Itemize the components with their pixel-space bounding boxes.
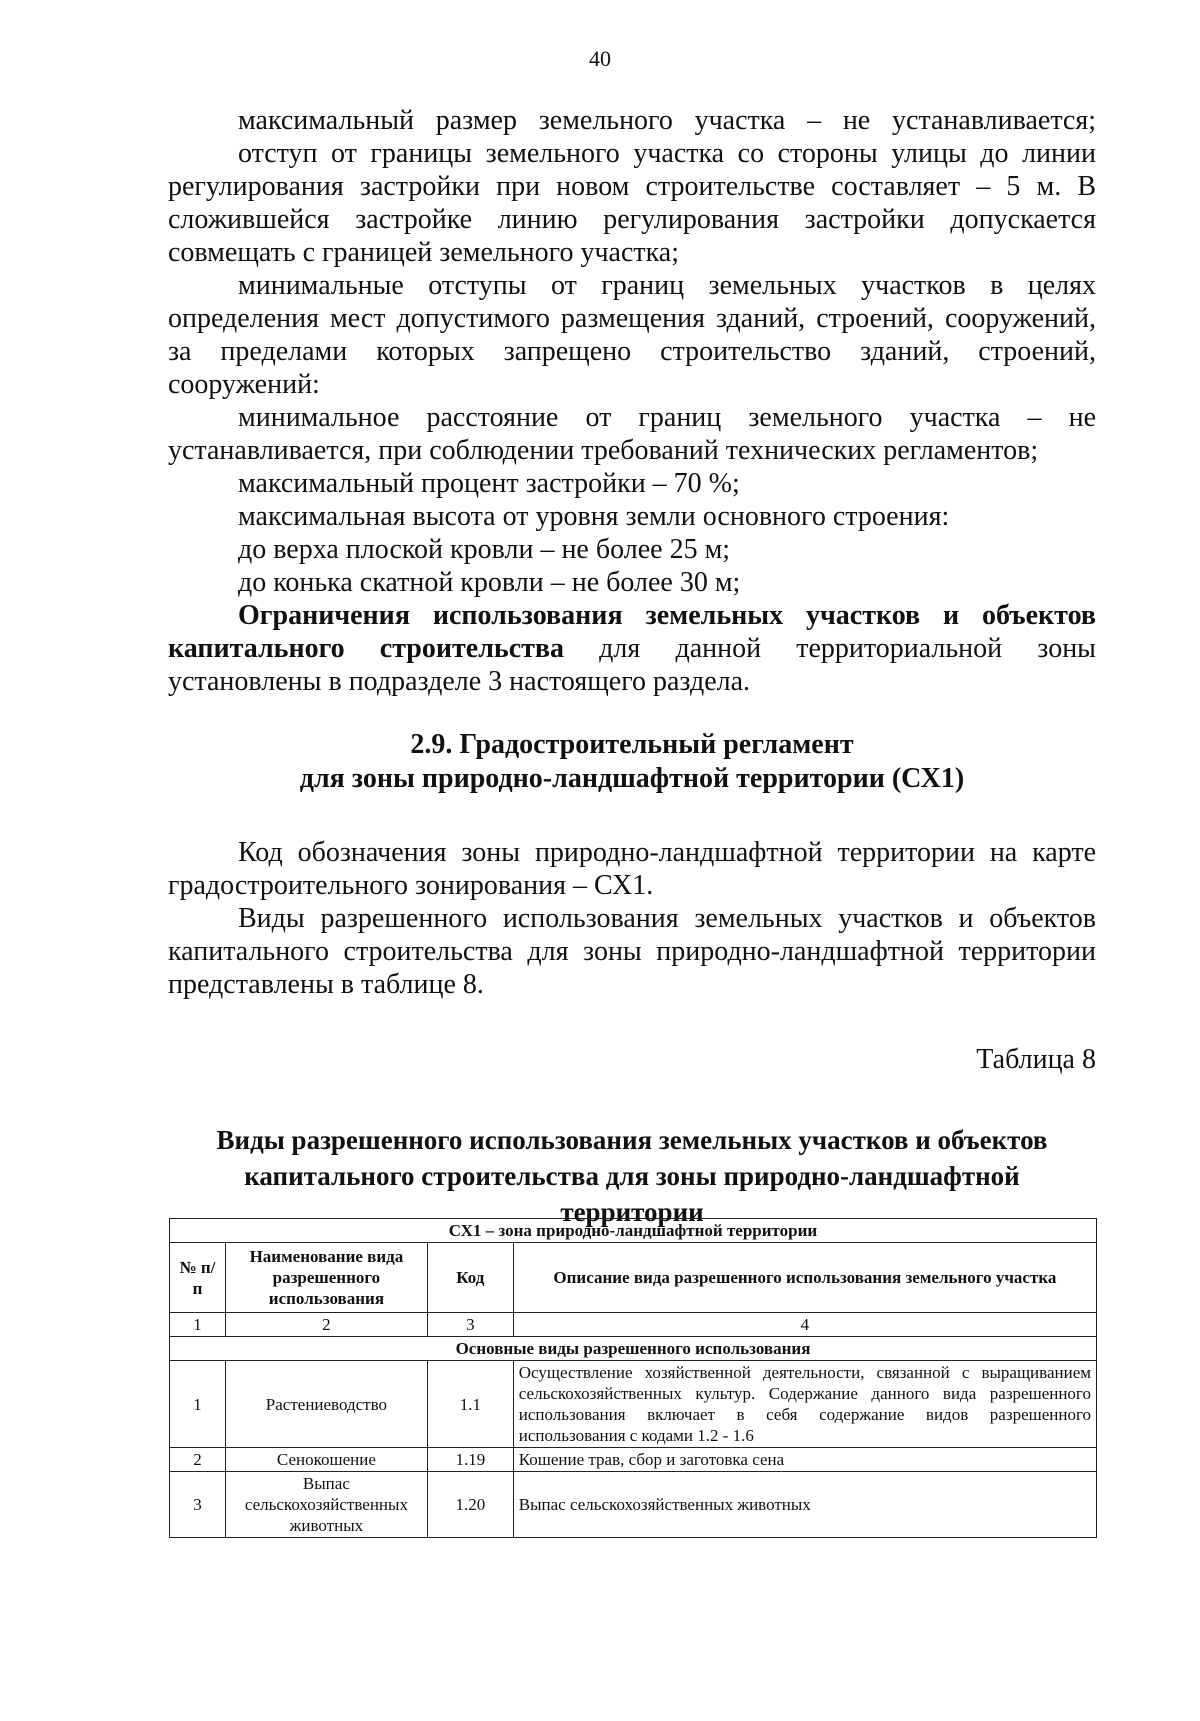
- header-desc: Описание вида разрешенного использования земельного участка: [513, 1243, 1096, 1313]
- row-num: 1: [170, 1361, 226, 1448]
- group-header-cell: Основные виды разрешенного использования: [170, 1337, 1097, 1361]
- table-title-line2: капитального строительства для зоны природно-ландшафтной: [244, 1161, 1020, 1191]
- row-name: Сенокошение: [225, 1448, 427, 1472]
- paragraph-zone-code: Код обозначения зоны природно-ландшафтной территории на карте градостроительного зонирования – СХ1.: [168, 837, 1096, 901]
- row-desc: Осуществление хозяйственной деятельности, связанной с выращиванием сельскохозяйственных культур. Содержание данного вида разрешенного использования включает в себя содержание видов разрешенного использования с кодами 1.2 - 1.6: [513, 1361, 1096, 1448]
- row-num: 2: [170, 1448, 226, 1472]
- paragraph-pitched-roof: до конька скатной кровли – не более 30 м;: [238, 567, 741, 598]
- paragraph-min-distance: минимальное расстояние от границ земельного участка – не устанавливается, при соблюдении требований технических регламентов;: [168, 402, 1096, 466]
- restrictions-bold: Ограничения использования земельных участков и объектов капитального строительства: [168, 600, 1096, 664]
- paragraph-zone-uses: Виды разрешенного использования земельных участков и объектов капитального строительства для зоны природно-ландшафтной территории представлены в таблице 8.: [168, 903, 1096, 1000]
- permitted-uses-table: [169, 1218, 1097, 1538]
- zone-header-row: [170, 1219, 1097, 1243]
- table-row: [170, 1361, 1097, 1448]
- col-number-4: 4: [513, 1313, 1096, 1337]
- column-header-row: [170, 1243, 1097, 1313]
- table-row: [170, 1448, 1097, 1472]
- header-name: Наименование вида разрешенного использования: [225, 1243, 427, 1313]
- table-row: [170, 1472, 1097, 1538]
- row-num: 3: [170, 1472, 226, 1538]
- group-header-row: [170, 1337, 1097, 1361]
- paragraph-street-setback: отступ от границы земельного участка со стороны улицы до линии регулирования застройки при новом строительстве составляет – 5 м. В сложившейся застройке линию регулирования застройки допускается совмещать с границей земельного участка;: [168, 138, 1096, 268]
- row-code: 1.20: [427, 1472, 513, 1538]
- col-number-3: 3: [427, 1313, 513, 1337]
- page-number: 40: [589, 46, 611, 71]
- section-heading-line1: 2.9. Градостроительный регламент: [410, 729, 854, 760]
- row-name: Выпас сельскохозяйственных животных: [225, 1472, 427, 1538]
- col-number-1: 1: [170, 1313, 226, 1337]
- row-desc: Выпас сельскохозяйственных животных: [513, 1472, 1096, 1538]
- paragraph-max-plot-size: максимальный размер земельного участка – не устанавливается;: [238, 105, 1096, 136]
- paragraph-min-setbacks: минимальные отступы от границ земельных участков в целях определения мест допустимого размещения зданий, строений, сооружений, за пределами которых запрещено строительство зданий, строений, сооружений:: [168, 270, 1096, 400]
- paragraph-flat-roof: до верха плоской кровли – не более 25 м;: [238, 534, 731, 565]
- restrictions-text: для данной территориальной зоны установлены в подразделе 3 настоящего раздела.: [168, 633, 1096, 697]
- section-heading: [168, 728, 1096, 796]
- table-title-line3: территории: [560, 1197, 704, 1227]
- table-caption: Таблица 8: [976, 1044, 1096, 1075]
- table-title: [168, 1122, 1096, 1230]
- row-code: 1.1: [427, 1361, 513, 1448]
- document-body: [168, 104, 1096, 1257]
- row-name: Растениеводство: [225, 1361, 427, 1448]
- zone-header-cell: СХ1 – зона природно-ландшафтной территории: [170, 1219, 1097, 1243]
- section-heading-line2: для зоны природно-ландшафтной территории (СХ1): [299, 763, 965, 794]
- table-title-line1: Виды разрешенного использования земельных участков и объектов: [216, 1125, 1048, 1155]
- header-code: Код: [427, 1243, 513, 1313]
- header-num: № п/п: [170, 1243, 226, 1313]
- col-number-2: 2: [225, 1313, 427, 1337]
- row-desc: Кошение трав, сбор и заготовка сена: [513, 1448, 1096, 1472]
- paragraph-restrictions: [168, 599, 1096, 698]
- column-number-row: [170, 1313, 1097, 1337]
- paragraph-max-height: максимальная высота от уровня земли основного строения:: [238, 501, 950, 532]
- row-code: 1.19: [427, 1448, 513, 1472]
- paragraph-max-coverage: максимальный процент застройки – 70 %;: [238, 468, 740, 499]
